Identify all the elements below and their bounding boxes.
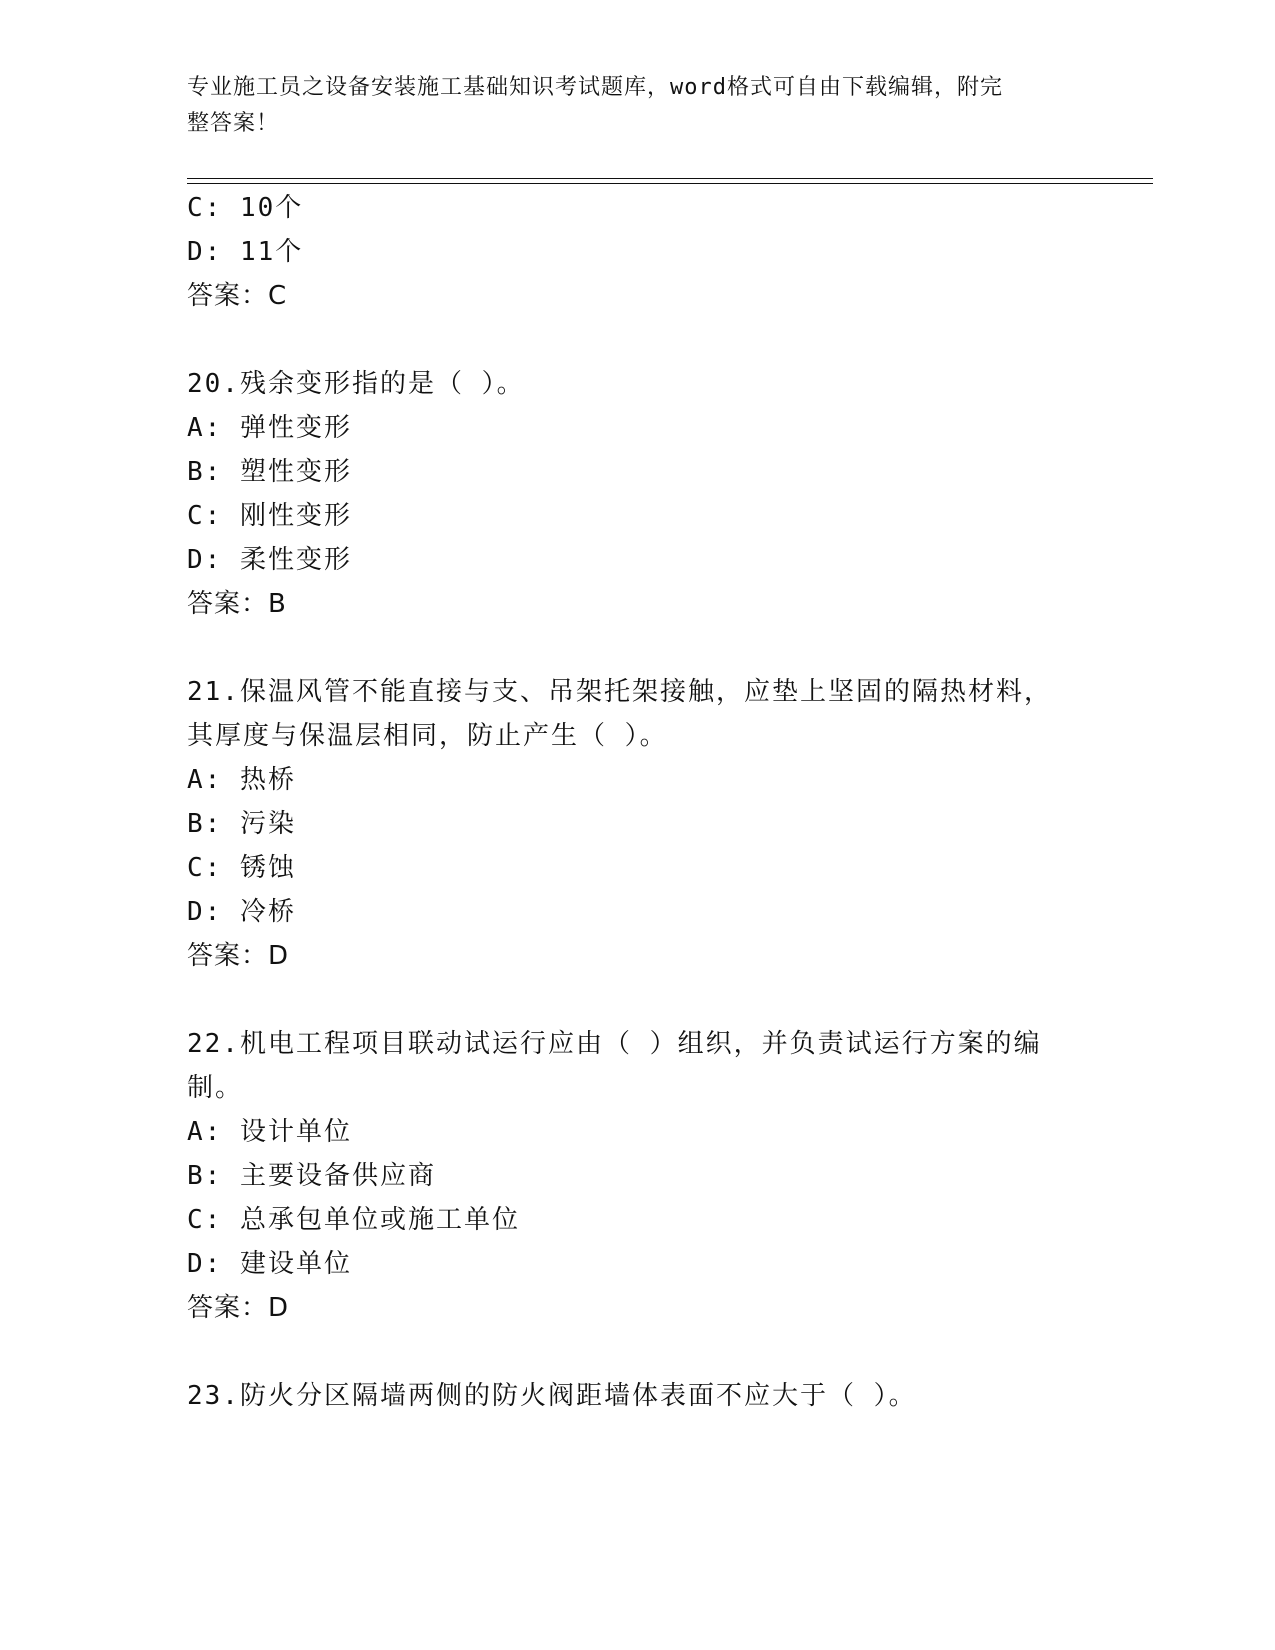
- option-b-q22: B: 主要设备供应商: [187, 1161, 436, 1191]
- question-22-line-2: 制。: [187, 1073, 244, 1103]
- document-header: [187, 70, 1067, 142]
- question-20: 20.残余变形指的是（ ）。: [187, 369, 525, 399]
- option-b-q20: B: 塑性变形: [187, 457, 352, 487]
- answer-q19: 答案：C: [187, 281, 288, 311]
- header-text-line-2: 整答案！: [187, 111, 280, 136]
- question-23: 23.防火分区隔墙两侧的防火阀距墙体表面不应大于（ ）。: [187, 1381, 917, 1411]
- answer-q22: 答案：D: [187, 1293, 290, 1323]
- option-a-q22: A: 设计单位: [187, 1117, 352, 1147]
- question-21-line-2: 其厚度与保温层相同，防止产生（ ）。: [187, 721, 668, 751]
- option-d-q21: D: 冷桥: [187, 897, 296, 927]
- answer-q20: 答案：B: [187, 589, 287, 619]
- answer-q21: 答案：D: [187, 941, 290, 971]
- header-divider-top: [187, 178, 1153, 179]
- option-d-q22: D: 建设单位: [187, 1249, 352, 1279]
- option-d-q20: D: 柔性变形: [187, 545, 352, 575]
- option-a-q21: A: 热桥: [187, 765, 296, 795]
- option-b-q21: B: 污染: [187, 809, 296, 839]
- question-21-line-1: 21.保温风管不能直接与支、吊架托架接触，应垫上坚固的隔热材料，: [187, 677, 1052, 707]
- header-divider-bottom: [187, 183, 1153, 184]
- option-c-q22: C: 总承包单位或施工单位: [187, 1205, 520, 1235]
- question-22-line-1: 22.机电工程项目联动试运行应由（ ）组织，并负责试运行方案的编: [187, 1029, 1042, 1059]
- header-text-line-1: 专业施工员之设备安装施工基础知识考试题库，word格式可自由下载编辑，附完: [187, 75, 1003, 100]
- option-c-q21: C: 锈蚀: [187, 853, 296, 883]
- option-c-q20: C: 刚性变形: [187, 501, 352, 531]
- option-c-q19: C: 10个: [187, 193, 304, 223]
- option-a-q20: A: 弹性变形: [187, 413, 352, 443]
- option-d-q19: D: 11个: [187, 237, 304, 267]
